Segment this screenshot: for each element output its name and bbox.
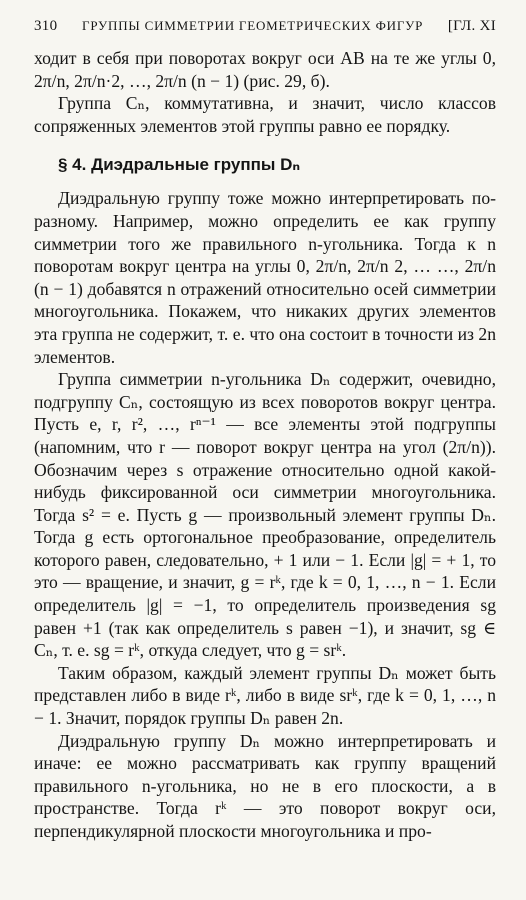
paragraph-continuation: ходит в себя при поворотах вокруг оси AB на те же углы 0, 2π/n, 2π/n·2, …, 2π/n (n − 1) (рис. 29, б). (34, 48, 496, 91)
chapter-marker: [ГЛ. XI (447, 18, 496, 34)
running-title: ГРУППЫ СИММЕТРИИ ГЕОМЕТРИЧЕСКИХ ФИГУР (82, 18, 424, 33)
section-heading: § 4. Диэдральные группы Dₙ (58, 155, 301, 175)
paragraph-dihedral-intro: Диэдральную группу тоже можно интерпретировать по-разному. Например, можно определить ее как группу симметрии того же правильного n-угольника. Тогда к n поворотам вокруг центра на углы 0, 2π/n, 2π/n 2, … …, 2π/n (n − 1) добавятся n отражений относительно осей симметрии многоугольника. Покажем, что никаких других элементов эта группа не содержит, т. е. что она состоит в точности из 2n элементов. (34, 188, 496, 367)
page-number: 310 (34, 18, 58, 34)
paragraph-conclusion: Таким образом, каждый элемент группы Dₙ может быть представлен либо в виде rᵏ, либо в виде srᵏ, где k = 0, 1, …, n − 1. Значит, порядок группы Dₙ равен 2n. (34, 662, 496, 729)
paragraph-dihedral-proof: Группа симметрии n-угольника Dₙ содержит, очевидно, подгруппу Cₙ, состоящую из всех поворотов вокруг центра. Пусть e, r, r², …, rⁿ⁻¹ — все элементы этой подгруппы (напомним, что r — поворот вокруг центра на угол (2π/n)). Обозначим через s отражение относительно одной какой-нибудь фиксированной оси симметрии многоугольника. Тогда s² = e. Пусть g — произвольный элемент группы Dₙ. Тогда g есть ортогональное преобразование, определитель которого равен, следовательно, + 1 или − 1. Если |g| = + 1, то это — вращение, и значит, g = rᵏ, где k = 0, 1, …, n − 1. Если определитель |g| = −1, то определитель произведения sg равен +1 (так как определитель s равен −1), и значит, sg ∈ Cₙ, т. е. sg = rᵏ, откуда следует, что g = srᵏ. (34, 369, 496, 661)
running-header (34, 18, 496, 35)
paragraph-alternative: Диэдральную группу Dₙ можно интерпретировать и иначе: ее можно рассматривать как группу вращений правильного n-угольника, но не в его плоскости, а в пространстве. Тогда rᵏ — это поворот вокруг оси, перпендикулярной плоскости многоугольника и про- (34, 730, 496, 841)
paragraph-cn-commutative: Группа Cₙ, коммутативна, и значит, число классов сопряженных элементов этой группы равно ее порядку. (34, 93, 496, 136)
